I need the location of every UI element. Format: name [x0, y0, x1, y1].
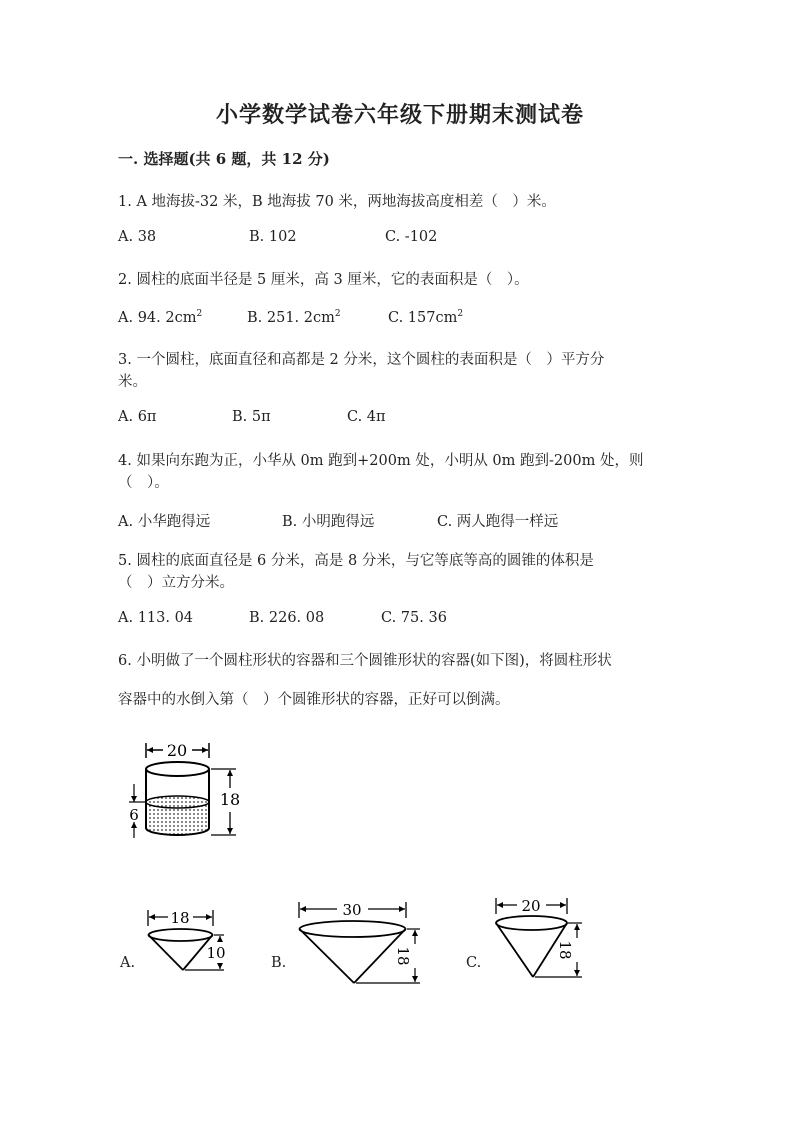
cone-c-height-label: 18 — [556, 940, 574, 960]
question-4-stem-line-2: （ ）。 — [118, 475, 169, 491]
question-3-stem-line-1: 3. 一个圆柱，底面直径和高都是 2 分米，这个圆柱的表面积是（ ）平方分 — [118, 352, 605, 368]
cone-b-diameter-label: 30 — [342, 901, 362, 919]
q1-option-b[interactable]: B. 102 — [249, 229, 297, 245]
cylinder-figure — [112, 732, 252, 850]
cylinder-diameter-label: 20 — [166, 741, 188, 760]
cone-b-figure[interactable] — [292, 896, 432, 996]
q5-option-b[interactable]: B. 226. 08 — [249, 610, 325, 626]
cone-b-label[interactable]: B. — [271, 955, 287, 971]
question-3-stem-line-2: 米。 — [118, 374, 147, 390]
question-1-stem: 1. A 地海拔-32 米，B 地海拔 70 米，两地海拔高度相差（ ）米。 — [118, 194, 556, 210]
q4-option-a[interactable]: A. 小华跑得远 — [118, 514, 211, 530]
question-6-stem-line-1: 6. 小明做了一个圆柱形状的容器和三个圆锥形状的容器(如下图)，将圆柱形状 — [118, 653, 612, 669]
cone-a-label[interactable]: A. — [120, 955, 136, 971]
q1-option-c[interactable]: C. -102 — [385, 229, 438, 245]
q3-option-a[interactable]: A. 6π — [118, 409, 157, 425]
q2-option-b[interactable]: B. 251. $2cm^2$ — [247, 309, 341, 326]
cone-a-diameter-label: 18 — [170, 909, 190, 927]
q4-option-b[interactable]: B. 小明跑得远 — [282, 514, 375, 530]
cone-c-label[interactable]: C. — [466, 955, 482, 971]
q5-option-c[interactable]: C. 75. 36 — [381, 610, 447, 626]
section-heading: 一. 选择题(共 6 题，共 12 分) — [118, 150, 330, 168]
q3-option-b[interactable]: B. 5π — [232, 409, 271, 425]
cylinder-water-label: 6 — [129, 806, 139, 824]
question-2-stem: 2. 圆柱的底面半径是 5 厘米，高 3 厘米，它的表面积是（ ）。 — [118, 272, 529, 288]
question-4-stem-line-1: 4. 如果向东跑为正，小华从 0m 跑到+200m 处，小明从 0m 跑到-200m 处，则 — [118, 453, 644, 469]
cone-c-diameter-label: 20 — [521, 897, 541, 915]
cone-c-figure[interactable] — [488, 892, 598, 992]
q3-option-c[interactable]: C. 4π — [347, 409, 386, 425]
cylinder-height-label: 18 — [219, 790, 241, 809]
question-5-stem-line-1: 5. 圆柱的底面直径是 6 分米，高是 8 分米，与它等底等高的圆锥的体积是 — [118, 553, 594, 569]
question-5-stem-line-2: （ ）立方分米。 — [118, 575, 234, 591]
q2-option-c[interactable]: C. $157cm^2$ — [388, 309, 464, 326]
cone-a-figure[interactable] — [140, 902, 240, 982]
q5-option-a[interactable]: A. 113. 04 — [118, 610, 194, 626]
q1-option-a[interactable]: A. 38 — [118, 229, 157, 245]
page-title: 小学数学试卷六年级下册期末测试卷 — [215, 102, 584, 128]
cone-b-height-label: 18 — [394, 946, 412, 966]
q4-option-c[interactable]: C. 两人跑得一样远 — [437, 514, 559, 530]
question-6-stem-line-2: 容器中的水倒入第（ ）个圆锥形状的容器，正好可以倒满。 — [118, 692, 510, 708]
q2-option-a[interactable]: A. 94. $2cm^2$ — [118, 309, 203, 326]
cone-a-height-label: 10 — [206, 944, 226, 962]
